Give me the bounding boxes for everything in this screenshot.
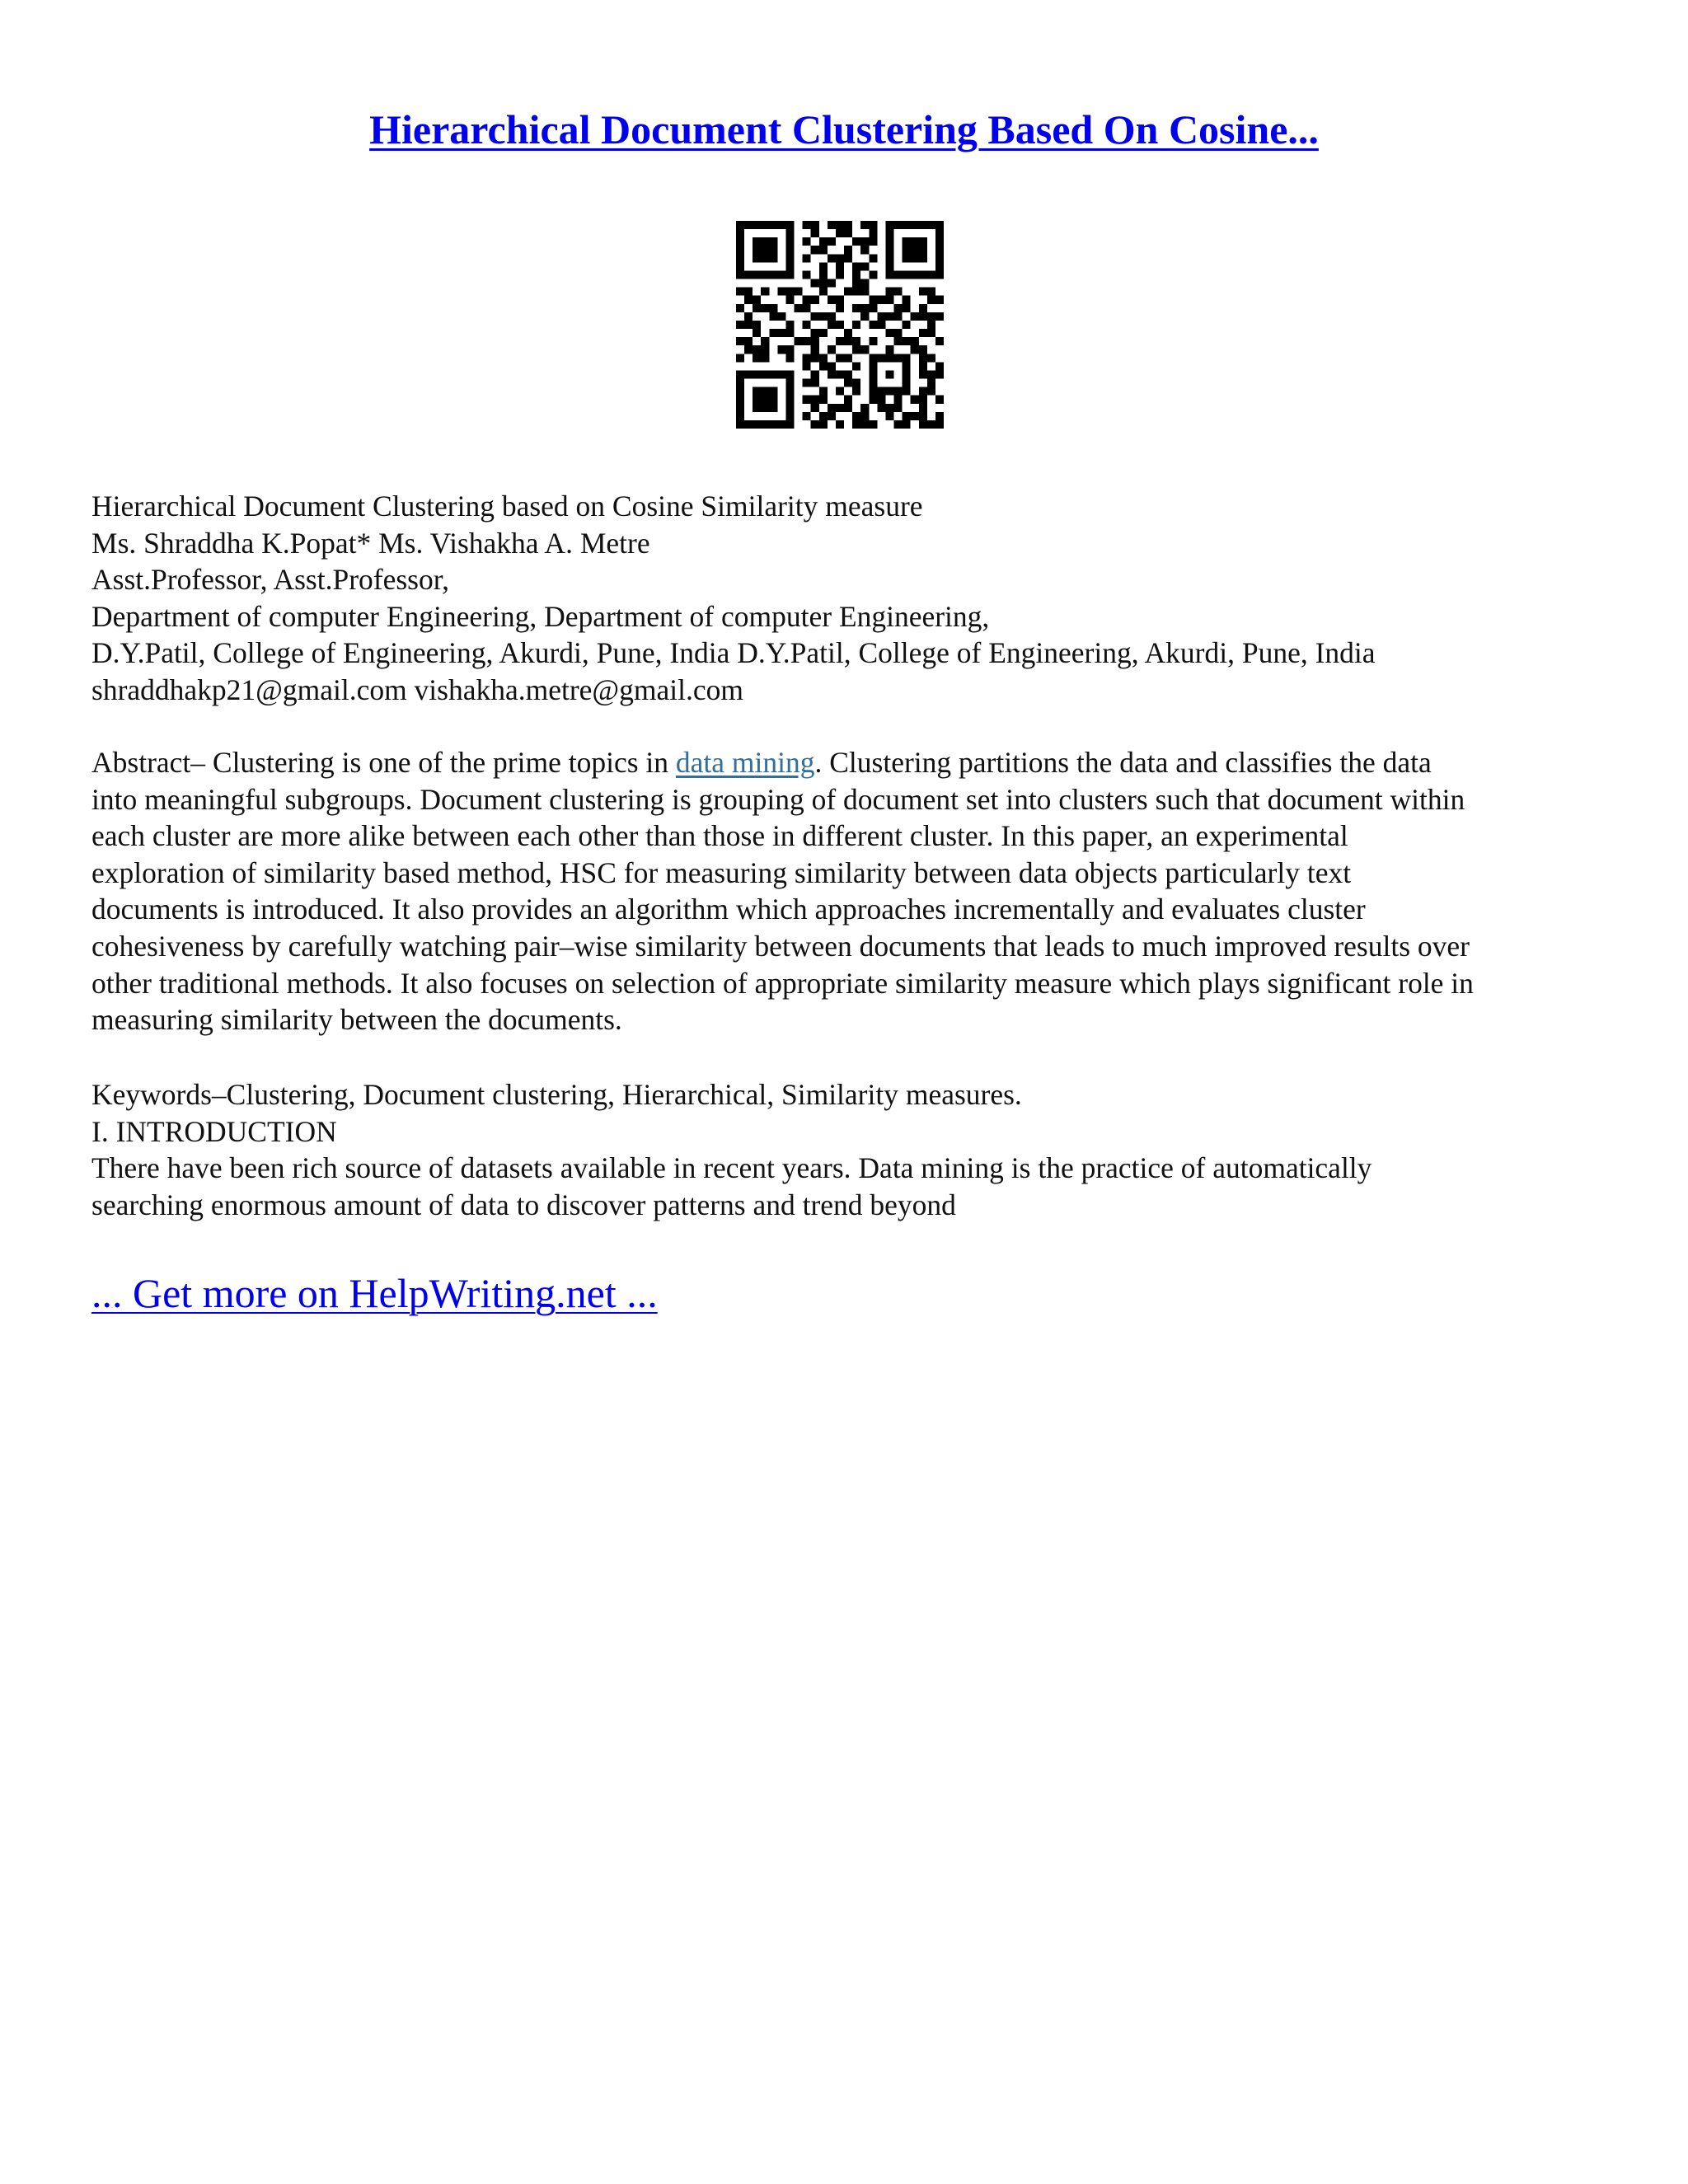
- intro-line: There have been rich source of datasets available in recent years. Data mining is the practice of automatically: [91, 1151, 1372, 1185]
- data-mining-link[interactable]: data mining: [675, 746, 815, 779]
- abstract-line: [91, 744, 1600, 781]
- affiliation-line: D.Y.Patil, College of Engineering, Akurdi, Pune, India D.Y.Patil, College of Engineering, Akurdi, Pune, India: [91, 636, 1376, 670]
- abstract-text-start: Abstract– Clustering is one of the prime topics in: [91, 746, 676, 779]
- qr-code-icon: [736, 221, 944, 429]
- department-line: Department of computer Engineering, Department of computer Engineering,: [91, 599, 990, 633]
- abstract-line: measuring similarity between the documents.: [91, 1003, 622, 1037]
- keywords-line: Keywords–Clustering, Document clustering, Hierarchical, Similarity measures.: [91, 1078, 1022, 1111]
- emails-line: shraddhakp21@gmail.com vishakha.metre@gmail.com: [91, 673, 743, 706]
- abstract-text-end: . Clustering partitions the data and classifies the data: [814, 746, 1432, 779]
- abstract-line: documents is introduced. It also provides an algorithm which approaches incrementally and evaluates cluster: [91, 893, 1366, 926]
- abstract-line: cohesiveness by carefully watching pair–wise similarity between documents that leads to much improved results over: [91, 929, 1470, 963]
- document-title-link[interactable]: Hierarchical Document Clustering Based On Cosine...: [369, 106, 1319, 152]
- section-heading-introduction: I. INTRODUCTION: [91, 1114, 337, 1148]
- abstract-line: each cluster are more alike between each other than those in different cluster. In this paper, an experimental: [91, 819, 1348, 853]
- paper-header: [91, 488, 1600, 709]
- positions-line: Asst.Professor, Asst.Professor,: [91, 563, 450, 597]
- paper-title-line: Hierarchical Document Clustering based on Cosine Similarity measure: [91, 490, 923, 523]
- authors-line: Ms. Shraddha K.Popat* Ms. Vishakha A. Metre: [91, 526, 650, 560]
- keywords-intro-section: [91, 1076, 1600, 1223]
- title-container: [0, 105, 1688, 153]
- abstract-line: other traditional methods. It also focuses on selection of appropriate similarity measure which plays significant role in: [91, 966, 1474, 1000]
- get-more-link[interactable]: ... Get more on HelpWriting.net ...: [91, 1270, 658, 1316]
- intro-line: searching enormous amount of data to discover patterns and trend beyond: [91, 1188, 956, 1221]
- more-link-container: [91, 1269, 658, 1317]
- abstract-line: exploration of similarity based method, HSC for measuring similarity between data objects particularly text: [91, 855, 1352, 889]
- abstract-paragraph: [91, 744, 1600, 1038]
- abstract-line: into meaningful subgroups. Document clustering is grouping of document set into clusters such that document within: [91, 782, 1465, 816]
